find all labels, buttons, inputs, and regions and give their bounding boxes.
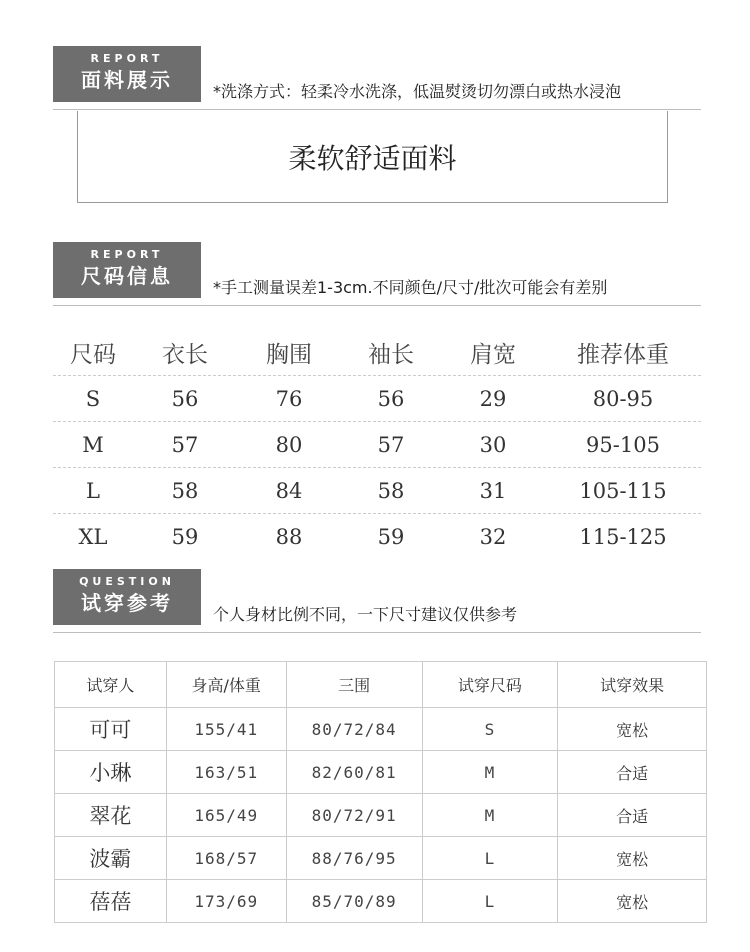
size-section-header	[53, 242, 701, 312]
measurements: 80/72/84	[286, 708, 422, 751]
fabric-description: 柔软舒适面料	[288, 141, 457, 175]
trial-section-header	[53, 569, 701, 639]
weight-cell: 95-105	[586, 432, 660, 457]
badge-title: 尺码信息	[81, 264, 173, 288]
badge-title: 面料展示	[81, 68, 173, 92]
shoulder-cell: 30	[479, 432, 507, 457]
shoulder-cell: 32	[479, 524, 507, 549]
table-row	[53, 514, 701, 559]
measurements: 82/60/81	[286, 751, 422, 794]
weight-cell: 115-125	[579, 524, 667, 549]
header-cell: 试穿尺码	[422, 662, 558, 708]
measurement-note: *手工测量误差1-3cm.不同颜色/尺寸/批次可能会有差别	[213, 278, 608, 297]
divider	[53, 305, 701, 306]
height-weight: 168/57	[166, 837, 286, 880]
length-cell: 57	[171, 432, 199, 457]
height-weight: 165/49	[166, 794, 286, 837]
weight-cell: 105-115	[579, 478, 667, 503]
header-cell: 尺码	[70, 342, 116, 368]
trial-table-header	[55, 662, 707, 708]
sleeve-cell: 59	[377, 524, 405, 549]
size-chart	[53, 330, 701, 559]
header-cell: 袖长	[368, 342, 414, 368]
badge-en: REPORT	[90, 248, 164, 261]
trial-size: M	[422, 751, 558, 794]
header-cell: 推荐体重	[577, 342, 669, 368]
header-cell: 试穿人	[55, 662, 167, 708]
fit-result: 合适	[558, 751, 707, 794]
divider	[53, 632, 701, 633]
wash-instructions: *洗涤方式：轻柔冷水洗涤，低温熨烫切勿漂白或热水浸泡	[213, 82, 622, 101]
weight-cell: 80-95	[592, 386, 654, 411]
measurements: 80/72/91	[286, 794, 422, 837]
measurements: 85/70/89	[286, 880, 422, 923]
height-weight: 173/69	[166, 880, 286, 923]
length-cell: 59	[171, 524, 199, 549]
length-cell: 56	[171, 386, 199, 411]
chest-cell: 84	[275, 478, 303, 503]
table-row	[53, 468, 701, 514]
model-name: 可可	[55, 708, 167, 751]
size-cell: XL	[78, 524, 108, 549]
badge-en: REPORT	[90, 52, 164, 65]
table-row	[55, 837, 707, 880]
table-row	[55, 880, 707, 923]
size-cell: S	[85, 386, 101, 411]
trial-size: S	[422, 708, 558, 751]
table-row	[53, 376, 701, 422]
fit-result: 合适	[558, 794, 707, 837]
size-chart-header	[53, 330, 701, 376]
fit-result: 宽松	[558, 880, 707, 923]
table-row	[55, 794, 707, 837]
fit-result: 宽松	[558, 708, 707, 751]
model-name: 翠花	[55, 794, 167, 837]
header-cell: 衣长	[162, 342, 208, 368]
header-cell: 身高/体重	[166, 662, 286, 708]
section-badge	[53, 242, 201, 298]
trial-size: M	[422, 794, 558, 837]
size-cell: L	[86, 478, 100, 503]
trial-size: L	[422, 880, 558, 923]
height-weight: 155/41	[166, 708, 286, 751]
model-name: 波霸	[55, 837, 167, 880]
fabric-section-header	[53, 46, 701, 116]
header-cell: 试穿效果	[558, 662, 707, 708]
table-row	[55, 708, 707, 751]
chest-cell: 80	[275, 432, 303, 457]
trial-size: L	[422, 837, 558, 880]
divider	[53, 109, 701, 110]
badge-en: QUESTION	[79, 575, 175, 588]
trial-note: 个人身材比例不同，一下尺寸建议仅供参考	[213, 605, 518, 624]
shoulder-cell: 29	[479, 386, 507, 411]
section-badge	[53, 569, 201, 625]
height-weight: 163/51	[166, 751, 286, 794]
length-cell: 58	[171, 478, 199, 503]
table-row	[55, 751, 707, 794]
header-cell: 三围	[286, 662, 422, 708]
section-badge	[53, 46, 201, 102]
sleeve-cell: 56	[377, 386, 405, 411]
shoulder-cell: 31	[479, 478, 507, 503]
fabric-description-box	[77, 111, 668, 203]
chest-cell: 88	[275, 524, 303, 549]
header-cell: 胸围	[266, 342, 312, 368]
trial-table	[54, 661, 707, 923]
measurements: 88/76/95	[286, 837, 422, 880]
chest-cell: 76	[275, 386, 303, 411]
sleeve-cell: 58	[377, 478, 405, 503]
header-cell: 肩宽	[470, 342, 516, 368]
sleeve-cell: 57	[377, 432, 405, 457]
size-cell: M	[82, 432, 104, 457]
table-row	[53, 422, 701, 468]
model-name: 小琳	[55, 751, 167, 794]
fit-result: 宽松	[558, 837, 707, 880]
badge-title: 试穿参考	[81, 591, 173, 615]
model-name: 蓓蓓	[55, 880, 167, 923]
